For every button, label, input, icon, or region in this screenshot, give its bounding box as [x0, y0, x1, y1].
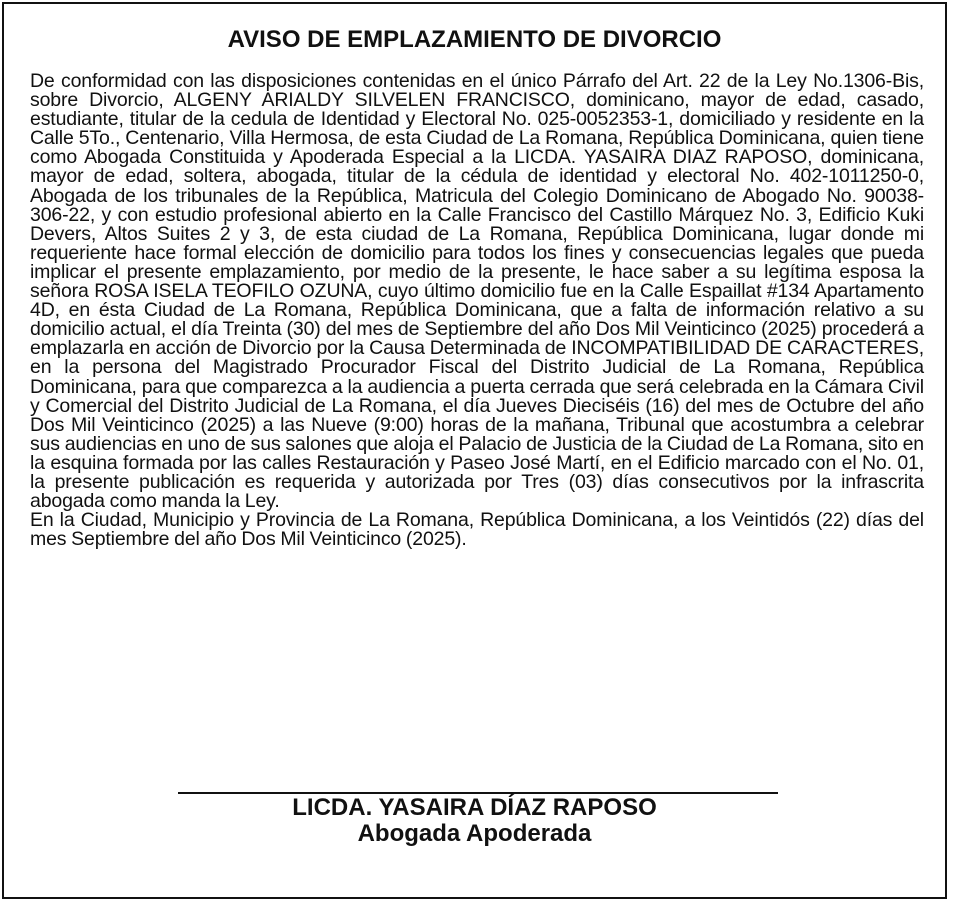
signer-name: LICDA. YASAIRA DÍAZ RAPOSO — [292, 794, 657, 821]
notice-title: AVISO DE EMPLAZAMIENTO DE DIVORCIO — [227, 26, 722, 53]
notice-paragraph-main: De conformidad con las disposiciones contenidas en el único Párrafo del Art. 22 de la Ley No.1306-Bis, sobre Divorcio, ALGENY ARIALDY SILVELEN FRANCISCO, dominicano, mayor de edad, casado, estudiante, titular de la cedula de Identidad y Electoral No. 025-0052353-1, domiciliado y residente en la Calle 5To., Centenario, Villa Hermosa, de esta Ciudad de La Romana, República Dominicana, quien tiene como Abogada Constituida y Apoderada Especial a la LICDA. YASAIRA DIAZ RAPOSO, dominicana, mayor de edad, soltera, abogada, titular de la cédula de identidad y electoral No. 402-1011250-0, Abogada de los tribunales de la República, Matricula del Colegio Dominicano de Abogado No. 90038-306-22, y con estudio profesional abierto en la Calle Francisco del Castillo Márquez No. 3, Edificio Kuki Devers, Altos Suites 2 y 3, de esta ciudad de La Romana, República Dominicana, lugar donde mi requeriente hace formal elección de domicilio para todos los fines y consecuencias legales que pueda implicar el presente emplazamiento, por medio de la presente, le hace saber a su legítima esposa la señora ROSA ISELA TEOFILO OZUNA, cuyo último domicilio fue en la Calle Espaillat #134 Apartamento 4D, en ésta Ciudad de La Romana, República Dominicana, que a falta de información relativo a su domicilio actual, el día Treinta (30) del mes de Septiembre del año Dos Mil Veinticinco (2025) procederá a emplazarla en acción de Divorcio por la Causa Determinada de INCOMPATIBILIDAD DE CARACTERES, en la persona del Magistrado Procurador Fiscal del Distrito Judicial de La Romana, República Dominicana, para que comparezca a la audiencia a puerta cerrada que será celebrada en la Cámara Civil y Comercial del Distrito Judicial de La Romana, el día Jueves Dieciséis (16) del mes de Octubre del año Dos Mil Veinticinco (2025) a las Nueve (9:00) horas de la mañana, Tribunal que acostumbra a celebrar sus audiencias en uno de sus salones que aloja el Palacio de Justicia de la Ciudad de La Romana, sito en la esquina formada por las calles Restauración y Paseo José Martí, en el Edificio marcado con el No. 01, la presente publicación es requerida y autorizada por Tres (03) días consecutivos por la infrascrita abogada como manda la Ley. — [30, 70, 924, 513]
signer-role: Abogada Apoderada — [357, 820, 592, 847]
legal-notice — [2, 2, 947, 899]
notice-paragraph-closing: En la Ciudad, Municipio y Provincia de La Romana, República Dominicana, a los Veintidós (22) días del mes Septiembre del año Dos Mil Veinticinco (2025). — [30, 509, 924, 551]
notice-body — [30, 72, 924, 549]
